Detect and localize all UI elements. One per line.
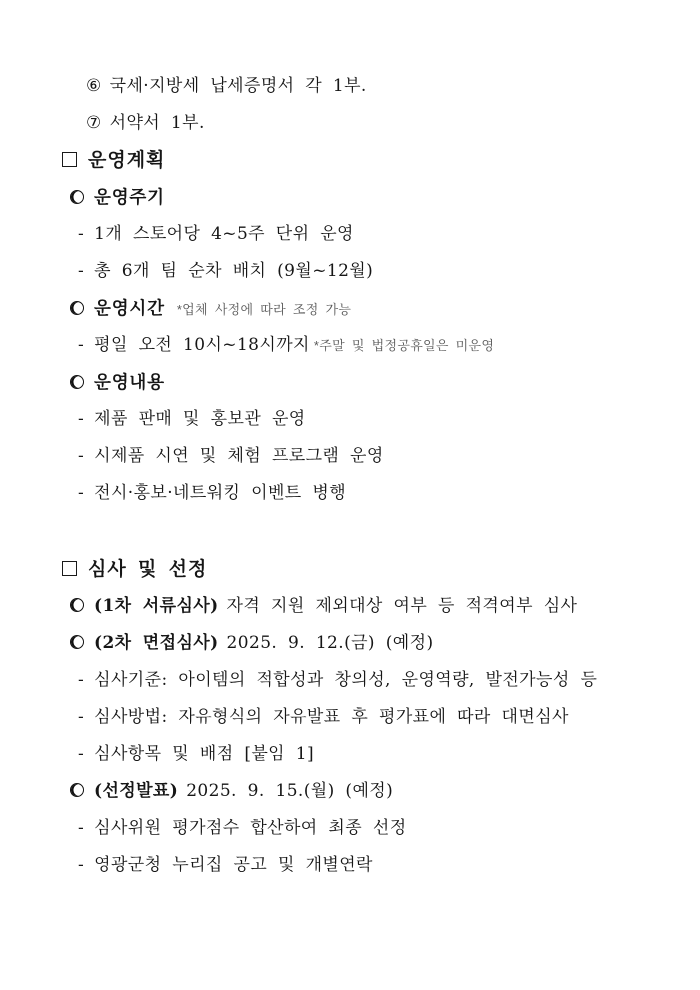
- section-title: [60, 551, 670, 588]
- item-text: 총 6개 팀 순차 배치 (9월~12월): [94, 261, 374, 281]
- subheading: [60, 773, 670, 810]
- section-title-text: 운영계획: [88, 150, 166, 171]
- list-item: [60, 438, 670, 475]
- item-text: 제품 판매 및 홍보관 운영: [94, 409, 306, 429]
- dash-marker: -: [78, 224, 85, 244]
- dash-marker: -: [78, 707, 85, 727]
- circle-bullet-icon: [70, 375, 84, 389]
- list-item: [60, 253, 670, 290]
- item-text: 심사위원 평가점수 합산하여 최종 선정: [94, 818, 407, 838]
- list-item: [60, 736, 670, 773]
- dash-marker: -: [78, 261, 85, 281]
- item-text: 평일 오전 10시~18시까지: [94, 335, 310, 355]
- subheading-text: 운영내용: [94, 372, 165, 392]
- section-title-text: 심사 및 선정: [88, 559, 208, 580]
- item-text: 국세·지방세 납세증명서 각 1부.: [109, 76, 367, 96]
- item-text: 2025. 9. 15.(월) (예정): [186, 781, 394, 801]
- dash-marker: -: [78, 818, 85, 838]
- subheading: [60, 290, 670, 327]
- list-item: [60, 699, 670, 736]
- dash-marker: -: [78, 744, 85, 764]
- list-item: [60, 810, 670, 847]
- item-text: 시제품 시연 및 체험 프로그램 운영: [94, 446, 384, 466]
- dash-marker: -: [78, 483, 85, 503]
- dash-marker: -: [78, 670, 85, 690]
- subheading: [60, 364, 670, 401]
- annotation-note: *주말 및 법정공휴일은 미운영: [313, 338, 495, 353]
- list-item: [60, 847, 670, 884]
- subheading-text: 운영주기: [94, 187, 165, 207]
- list-item: [60, 475, 670, 512]
- list-item: [60, 216, 670, 253]
- subheading: [60, 625, 670, 662]
- dash-marker: -: [78, 335, 85, 355]
- list-item: [60, 68, 670, 105]
- subheading-text: (2차 면접심사): [94, 633, 219, 653]
- subheading-text: (선정발표): [94, 781, 179, 801]
- section-title: [60, 142, 670, 179]
- item-text: 2025. 9. 12.(금) (예정): [226, 633, 434, 653]
- circle-bullet-icon: [70, 635, 84, 649]
- square-bullet-icon: [62, 561, 77, 576]
- item-text: 영광군청 누리집 공고 및 개별연락: [94, 855, 373, 875]
- circle-bullet-icon: [70, 783, 84, 797]
- item-text: 심사방법: 자유형식의 자유발표 후 평가표에 따라 대면심사: [94, 707, 569, 727]
- item-text: 심사기준: 아이템의 적합성과 창의성, 운영역량, 발전가능성 등: [94, 670, 598, 690]
- dash-marker: -: [78, 409, 85, 429]
- dash-marker: -: [78, 855, 85, 875]
- circle-bullet-icon: [70, 598, 84, 612]
- list-item: [60, 105, 670, 142]
- list-item: [60, 327, 670, 364]
- item-text: 전시·홍보·네트워킹 이벤트 병행: [94, 483, 347, 503]
- subheading: [60, 179, 670, 216]
- item-number: ⑥: [86, 76, 102, 96]
- item-number: ⑦: [86, 113, 102, 133]
- subheading: [60, 588, 670, 625]
- item-text: 심사항목 및 배점 [붙임 1]: [94, 744, 315, 764]
- dash-marker: -: [78, 446, 85, 466]
- list-item: [60, 401, 670, 438]
- annotation-note: *업체 사정에 따라 조정 가능: [176, 302, 352, 317]
- list-item: [60, 662, 670, 699]
- circle-bullet-icon: [70, 301, 84, 315]
- circle-bullet-icon: [70, 190, 84, 204]
- subheading-text: (1차 서류심사): [94, 596, 219, 616]
- item-text: 자격 지원 제외대상 여부 등 적격여부 심사: [226, 596, 578, 616]
- subheading-text: 운영시간: [94, 298, 165, 318]
- item-text: 1개 스토어당 4~5주 단위 운영: [94, 224, 354, 244]
- item-text: 서약서 1부.: [109, 113, 205, 133]
- square-bullet-icon: [62, 152, 77, 167]
